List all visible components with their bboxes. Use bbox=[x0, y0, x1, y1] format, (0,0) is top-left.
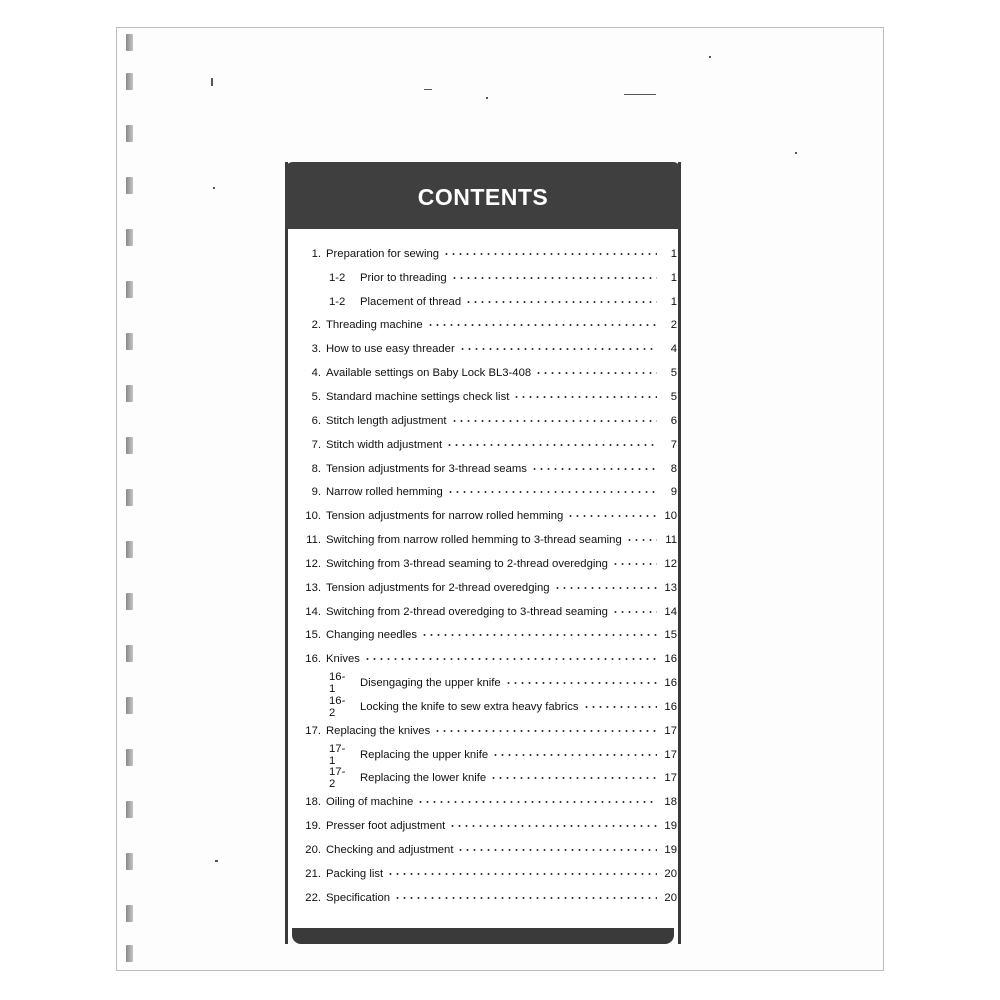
toc-entry bbox=[301, 719, 677, 743]
contents-footer-bar bbox=[292, 928, 674, 944]
toc-entry-label: Placement of thread bbox=[360, 295, 462, 308]
toc-dot-leader bbox=[449, 824, 657, 828]
toc-entry-label: Narrow rolled hemming bbox=[326, 486, 443, 499]
binder-hole bbox=[126, 125, 133, 142]
toc-entry bbox=[301, 790, 677, 814]
toc-dot-leader bbox=[387, 872, 657, 876]
toc-entry-label: Locking the knife to sew extra heavy fabrics bbox=[360, 700, 579, 713]
toc-entry-label: Threading machine bbox=[326, 319, 423, 332]
scan-speck bbox=[424, 89, 432, 90]
toc-entry-page: 10 bbox=[664, 510, 677, 523]
scan-speck bbox=[795, 152, 797, 154]
toc-entry-page: 18 bbox=[664, 796, 677, 809]
toc-entry bbox=[301, 266, 677, 290]
toc-entry-page: 17 bbox=[664, 724, 677, 737]
toc-entry-number: 21. bbox=[305, 867, 321, 880]
toc-dot-leader bbox=[513, 395, 657, 399]
toc-entry-number: 6. bbox=[311, 414, 321, 427]
toc-entry-page: 4 bbox=[670, 343, 677, 356]
toc-entry-page: 7 bbox=[670, 438, 677, 451]
toc-entry-page: 8 bbox=[670, 462, 677, 475]
toc-dot-leader bbox=[434, 729, 657, 733]
toc-dot-leader bbox=[612, 610, 657, 614]
toc-dot-leader bbox=[427, 323, 657, 327]
scan-speck bbox=[211, 78, 213, 86]
toc-entry-number: 5. bbox=[311, 390, 321, 403]
toc-dot-leader bbox=[446, 443, 657, 447]
toc-dot-leader bbox=[583, 705, 657, 709]
toc-entry-label: Switching from 2-thread overedging to 3-thread seaming bbox=[326, 605, 608, 618]
toc-entry-label: Prior to threading bbox=[360, 271, 447, 284]
toc-entry-label: Available settings on Baby Lock BL3-408 bbox=[326, 367, 532, 380]
toc-entry-number: 7. bbox=[311, 438, 321, 451]
toc-entry-page: 6 bbox=[670, 414, 677, 427]
toc-dot-leader bbox=[421, 633, 657, 637]
toc-entry-number: 9. bbox=[311, 486, 321, 499]
toc-entry-number: 10. bbox=[305, 510, 321, 523]
scan-speck bbox=[215, 860, 218, 862]
toc-entry-page: 20 bbox=[664, 891, 677, 904]
toc-entry-label: Stitch width adjustment bbox=[326, 438, 443, 451]
toc-entry-number: 17-1 bbox=[329, 742, 346, 767]
toc-entry-number: 8. bbox=[311, 462, 321, 475]
binder-hole bbox=[126, 905, 133, 922]
toc-entry-label: Preparation for sewing bbox=[326, 247, 440, 260]
binder-hole bbox=[126, 385, 133, 402]
toc-entry bbox=[301, 480, 677, 504]
toc-entry-page: 5 bbox=[670, 390, 677, 403]
toc-entry-page: 17 bbox=[664, 748, 677, 761]
toc-entry-page: 5 bbox=[670, 367, 677, 380]
toc-entry bbox=[301, 838, 677, 862]
toc-entry bbox=[301, 814, 677, 838]
toc-entry bbox=[301, 242, 677, 266]
toc-entry bbox=[301, 552, 677, 576]
toc-entry bbox=[301, 314, 677, 338]
toc-dot-leader bbox=[447, 490, 657, 494]
scan-speck bbox=[709, 56, 711, 58]
toc-entry-number: 16. bbox=[305, 653, 321, 666]
toc-entry bbox=[301, 337, 677, 361]
toc-dot-leader bbox=[626, 538, 657, 542]
binder-hole bbox=[126, 801, 133, 818]
toc-entry-page: 13 bbox=[664, 581, 677, 594]
toc-entry-number: 12. bbox=[305, 557, 321, 570]
toc-entry bbox=[301, 695, 677, 719]
toc-dot-leader bbox=[451, 276, 657, 280]
toc-entry-label: Replacing the upper knife bbox=[360, 748, 489, 761]
binder-hole bbox=[126, 333, 133, 350]
toc-dot-leader bbox=[417, 800, 657, 804]
binder-hole bbox=[126, 853, 133, 870]
binder-hole bbox=[126, 645, 133, 662]
toc-entry-label: Switching from narrow rolled hemming to 3-thread seaming bbox=[326, 534, 622, 547]
binder-hole bbox=[126, 177, 133, 194]
toc-entry-number: 2. bbox=[311, 319, 321, 332]
binder-hole bbox=[126, 593, 133, 610]
toc-dot-leader bbox=[505, 681, 657, 685]
binder-hole bbox=[126, 749, 133, 766]
toc-entry bbox=[301, 290, 677, 314]
toc-entry-label: Checking and adjustment bbox=[326, 844, 454, 857]
toc-entry-number: 17-2 bbox=[329, 766, 346, 791]
toc-dot-leader bbox=[394, 896, 657, 900]
toc-entry-number: 3. bbox=[311, 343, 321, 356]
toc-entry-number: 13. bbox=[305, 581, 321, 594]
toc-dot-leader bbox=[459, 347, 657, 351]
toc-entry-number: 20. bbox=[305, 844, 321, 857]
toc-entry bbox=[301, 361, 677, 385]
toc-dot-leader bbox=[554, 586, 657, 590]
toc-entry-label: Tension adjustments for 3-thread seams bbox=[326, 462, 527, 475]
toc-dot-leader bbox=[451, 419, 657, 423]
toc-entry-page: 9 bbox=[670, 486, 677, 499]
toc-entry-page: 20 bbox=[664, 867, 677, 880]
toc-entry-page: 17 bbox=[664, 772, 677, 785]
toc-dot-leader bbox=[567, 514, 657, 518]
scan-speck bbox=[624, 94, 656, 95]
toc-entry bbox=[301, 624, 677, 648]
toc-entry bbox=[301, 671, 677, 695]
toc-entry-page: 16 bbox=[664, 653, 677, 666]
toc-dot-leader bbox=[490, 776, 657, 780]
toc-entry-page: 1 bbox=[670, 295, 677, 308]
toc-entry-label: Tension adjustments for 2-thread overedging bbox=[326, 581, 550, 594]
toc-entry-page: 19 bbox=[664, 820, 677, 833]
contents-panel bbox=[285, 162, 681, 944]
toc-entry-page: 1 bbox=[670, 247, 677, 260]
toc-entry-label: Changing needles bbox=[326, 629, 418, 642]
contents-header bbox=[285, 162, 681, 229]
toc-entry-label: Standard machine settings check list bbox=[326, 390, 510, 403]
binder-hole bbox=[126, 945, 133, 962]
toc-entry-number: 1-2 bbox=[329, 295, 346, 308]
toc-dot-leader bbox=[443, 252, 657, 256]
toc-dot-leader bbox=[535, 371, 657, 375]
scan-speck bbox=[213, 187, 215, 189]
toc-entry-number: 1. bbox=[311, 247, 321, 260]
toc-entry-number: 22. bbox=[305, 891, 321, 904]
toc-entry-number: 16-2 bbox=[329, 694, 346, 719]
toc-entry-label: Replacing the lower knife bbox=[360, 772, 487, 785]
binder-holes bbox=[126, 28, 138, 972]
toc-entry-page: 12 bbox=[664, 557, 677, 570]
toc-entry-page: 19 bbox=[664, 844, 677, 857]
binder-hole bbox=[126, 229, 133, 246]
toc-entry-label: Replacing the knives bbox=[326, 724, 431, 737]
toc-entry-number: 17. bbox=[305, 724, 321, 737]
toc-entry bbox=[301, 600, 677, 624]
toc-entry-number: 18. bbox=[305, 796, 321, 809]
table-of-contents bbox=[301, 242, 677, 910]
toc-entry-number: 1-2 bbox=[329, 271, 346, 284]
toc-entry-page: 16 bbox=[664, 677, 677, 690]
toc-entry-label: Knives bbox=[326, 653, 360, 666]
toc-dot-leader bbox=[457, 848, 657, 852]
binder-hole bbox=[126, 437, 133, 454]
toc-dot-leader bbox=[364, 657, 657, 661]
scan-speck bbox=[486, 97, 488, 99]
toc-entry bbox=[301, 576, 677, 600]
toc-entry-page: 15 bbox=[664, 629, 677, 642]
toc-entry-label: Switching from 3-thread seaming to 2-thread overedging bbox=[326, 557, 608, 570]
toc-entry-page: 2 bbox=[670, 319, 677, 332]
toc-entry bbox=[301, 647, 677, 671]
toc-dot-leader bbox=[531, 467, 657, 471]
toc-entry bbox=[301, 385, 677, 409]
toc-entry-label: Specification bbox=[326, 891, 391, 904]
toc-entry bbox=[301, 767, 677, 791]
toc-entry bbox=[301, 743, 677, 767]
toc-entry-label: Tension adjustments for narrow rolled hemming bbox=[326, 510, 564, 523]
binder-hole bbox=[126, 697, 133, 714]
contents-title: CONTENTS bbox=[417, 184, 549, 210]
toc-entry-page: 16 bbox=[664, 700, 677, 713]
toc-entry-page: 14 bbox=[664, 605, 677, 618]
toc-dot-leader bbox=[465, 300, 657, 304]
toc-dot-leader bbox=[492, 753, 657, 757]
toc-entry-number: 14. bbox=[305, 605, 321, 618]
toc-entry bbox=[301, 433, 677, 457]
toc-entry-label: Oiling of machine bbox=[326, 796, 414, 809]
toc-entry bbox=[301, 886, 677, 910]
toc-entry bbox=[301, 862, 677, 886]
toc-entry-page: 11 bbox=[665, 534, 677, 547]
toc-entry-number: 19. bbox=[305, 820, 321, 833]
toc-entry-label: Disengaging the upper knife bbox=[360, 677, 501, 690]
toc-entry-label: Packing list bbox=[326, 867, 384, 880]
binder-hole bbox=[126, 489, 133, 506]
toc-entry-number: 15. bbox=[305, 629, 321, 642]
toc-entry-number: 4. bbox=[311, 367, 321, 380]
binder-hole bbox=[126, 541, 133, 558]
toc-dot-leader bbox=[612, 562, 657, 566]
toc-entry bbox=[301, 409, 677, 433]
binder-hole bbox=[126, 73, 133, 90]
binder-hole bbox=[126, 34, 133, 51]
toc-entry-page: 1 bbox=[670, 271, 677, 284]
toc-entry-label: Presser foot adjustment bbox=[326, 820, 446, 833]
toc-entry bbox=[301, 504, 677, 528]
toc-entry bbox=[301, 528, 677, 552]
toc-entry bbox=[301, 457, 677, 481]
toc-entry-number: 11. bbox=[306, 534, 321, 547]
binder-hole bbox=[126, 281, 133, 298]
toc-entry-label: How to use easy threader bbox=[326, 343, 455, 356]
toc-entry-number: 16-1 bbox=[329, 671, 346, 696]
toc-entry-label: Stitch length adjustment bbox=[326, 414, 447, 427]
